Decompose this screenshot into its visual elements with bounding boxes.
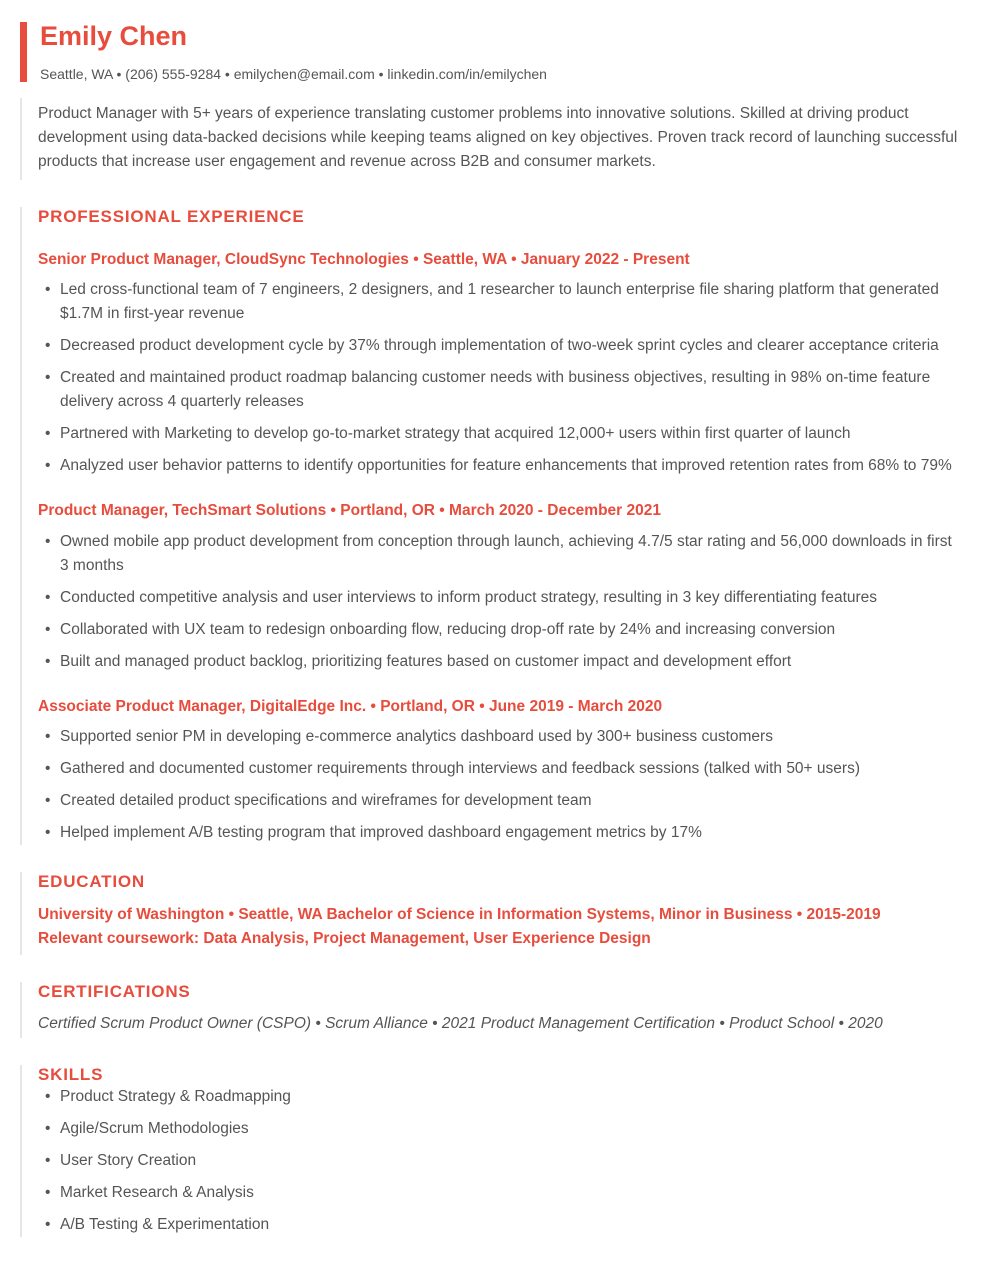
skills-section [20,1065,961,1237]
experience-section [20,207,961,846]
job-bullet: • Owned mobile app product development from conception through launch, achieving 4.7/5 star rating and 56,000 downloads in first 3 months [45,530,961,578]
job-entry [38,250,961,478]
education-section [20,872,961,954]
certifications-heading: CERTIFICATIONS [38,981,191,1001]
certifications-section [20,982,961,1038]
summary-text: Product Manager with 5+ years of experience translating customer problems into innovative solutions. Skilled at driving product development using data-backed decisions while keeping teams aligned on key objectives. Proven track record of launching successful products that increase user engagement and revenue across B2B and consumer markets. [38,104,958,170]
job-bullet: • Gathered and documented customer requirements through interviews and feedback sessions (talked with 50+ users) [45,757,961,781]
skill-item: • User Story Creation [45,1149,961,1173]
skills-heading: SKILLS [38,1064,104,1084]
certifications-text: Certified Scrum Product Owner (CSPO) • Scrum Alliance • 2021 Product Management Certification • Product School • 2020 [38,1014,883,1032]
job-bullet: • Led cross-functional team of 7 engineers, 2 designers, and 1 researcher to launch enterprise file sharing platform that generated $1.7M in first-year revenue [45,278,961,326]
skill-item: • Product Strategy & Roadmapping [45,1085,961,1109]
job-bullet-list [38,725,961,845]
job-title: Senior Product Manager, CloudSync Technologies • Seattle, WA • January 2022 - Present [38,251,690,269]
contact-line: Seattle, WA • (206) 555-9284 • emilychen@email.com • linkedin.com/in/emilychen [40,65,547,82]
job-entry [38,501,961,673]
skill-item: • Market Research & Analysis [45,1181,961,1205]
job-bullet: • Helped implement A/B testing program that improved dashboard engagement metrics by 17% [45,821,961,845]
job-bullet: • Built and managed product backlog, prioritizing features based on customer impact and development effort [45,650,961,674]
job-bullet: • Created detailed product specifications and wireframes for development team [45,789,961,813]
job-title: Product Manager, TechSmart Solutions • Portland, OR • March 2020 - December 2021 [38,502,661,520]
job-title: Associate Product Manager, DigitalEdge Inc. • Portland, OR • June 2019 - March 2020 [38,697,663,715]
resume-header [20,22,961,82]
job-bullet: • Partnered with Marketing to develop go-to-market strategy that acquired 12,000+ users within first quarter of launch [45,422,961,446]
job-bullet: • Conducted competitive analysis and user interviews to inform product strategy, resulting in 3 key differentiating features [45,586,961,610]
job-bullet: • Supported senior PM in developing e-commerce analytics dashboard used by 300+ business customers [45,725,961,749]
job-bullet: • Decreased product development cycle by 37% through implementation of two-week sprint cycles and clearer acceptance criteria [45,334,961,358]
job-bullet-list [38,530,961,674]
summary-section [20,98,961,180]
education-heading: EDUCATION [38,872,145,892]
skill-item: • Agile/Scrum Methodologies [45,1117,961,1141]
job-bullet-list [38,278,961,478]
education-coursework-line: Relevant coursework: Data Analysis, Project Management, User Experience Design [38,929,651,947]
job-entry [38,697,961,845]
person-name: Emily Chen [40,21,188,51]
job-bullet: • Collaborated with UX team to redesign onboarding flow, reducing drop-off rate by 24% and increasing conversion [45,618,961,642]
education-entry [38,893,961,955]
job-bullet: • Created and maintained product roadmap balancing customer needs with business objectives, resulting in 98% on-time feature delivery across 4 quarterly releases [45,366,961,414]
job-bullet: • Analyzed user behavior patterns to identify opportunities for feature enhancements that improved retention rates from 68% to 79% [45,454,961,478]
experience-heading: PROFESSIONAL EXPERIENCE [38,206,305,226]
skills-list [38,1085,961,1237]
skill-item: • A/B Testing & Experimentation [45,1213,961,1237]
education-degree-line: University of Washington • Seattle, WA Bachelor of Science in Information Systems, Minor in Business • 2015-2019 [38,905,881,923]
